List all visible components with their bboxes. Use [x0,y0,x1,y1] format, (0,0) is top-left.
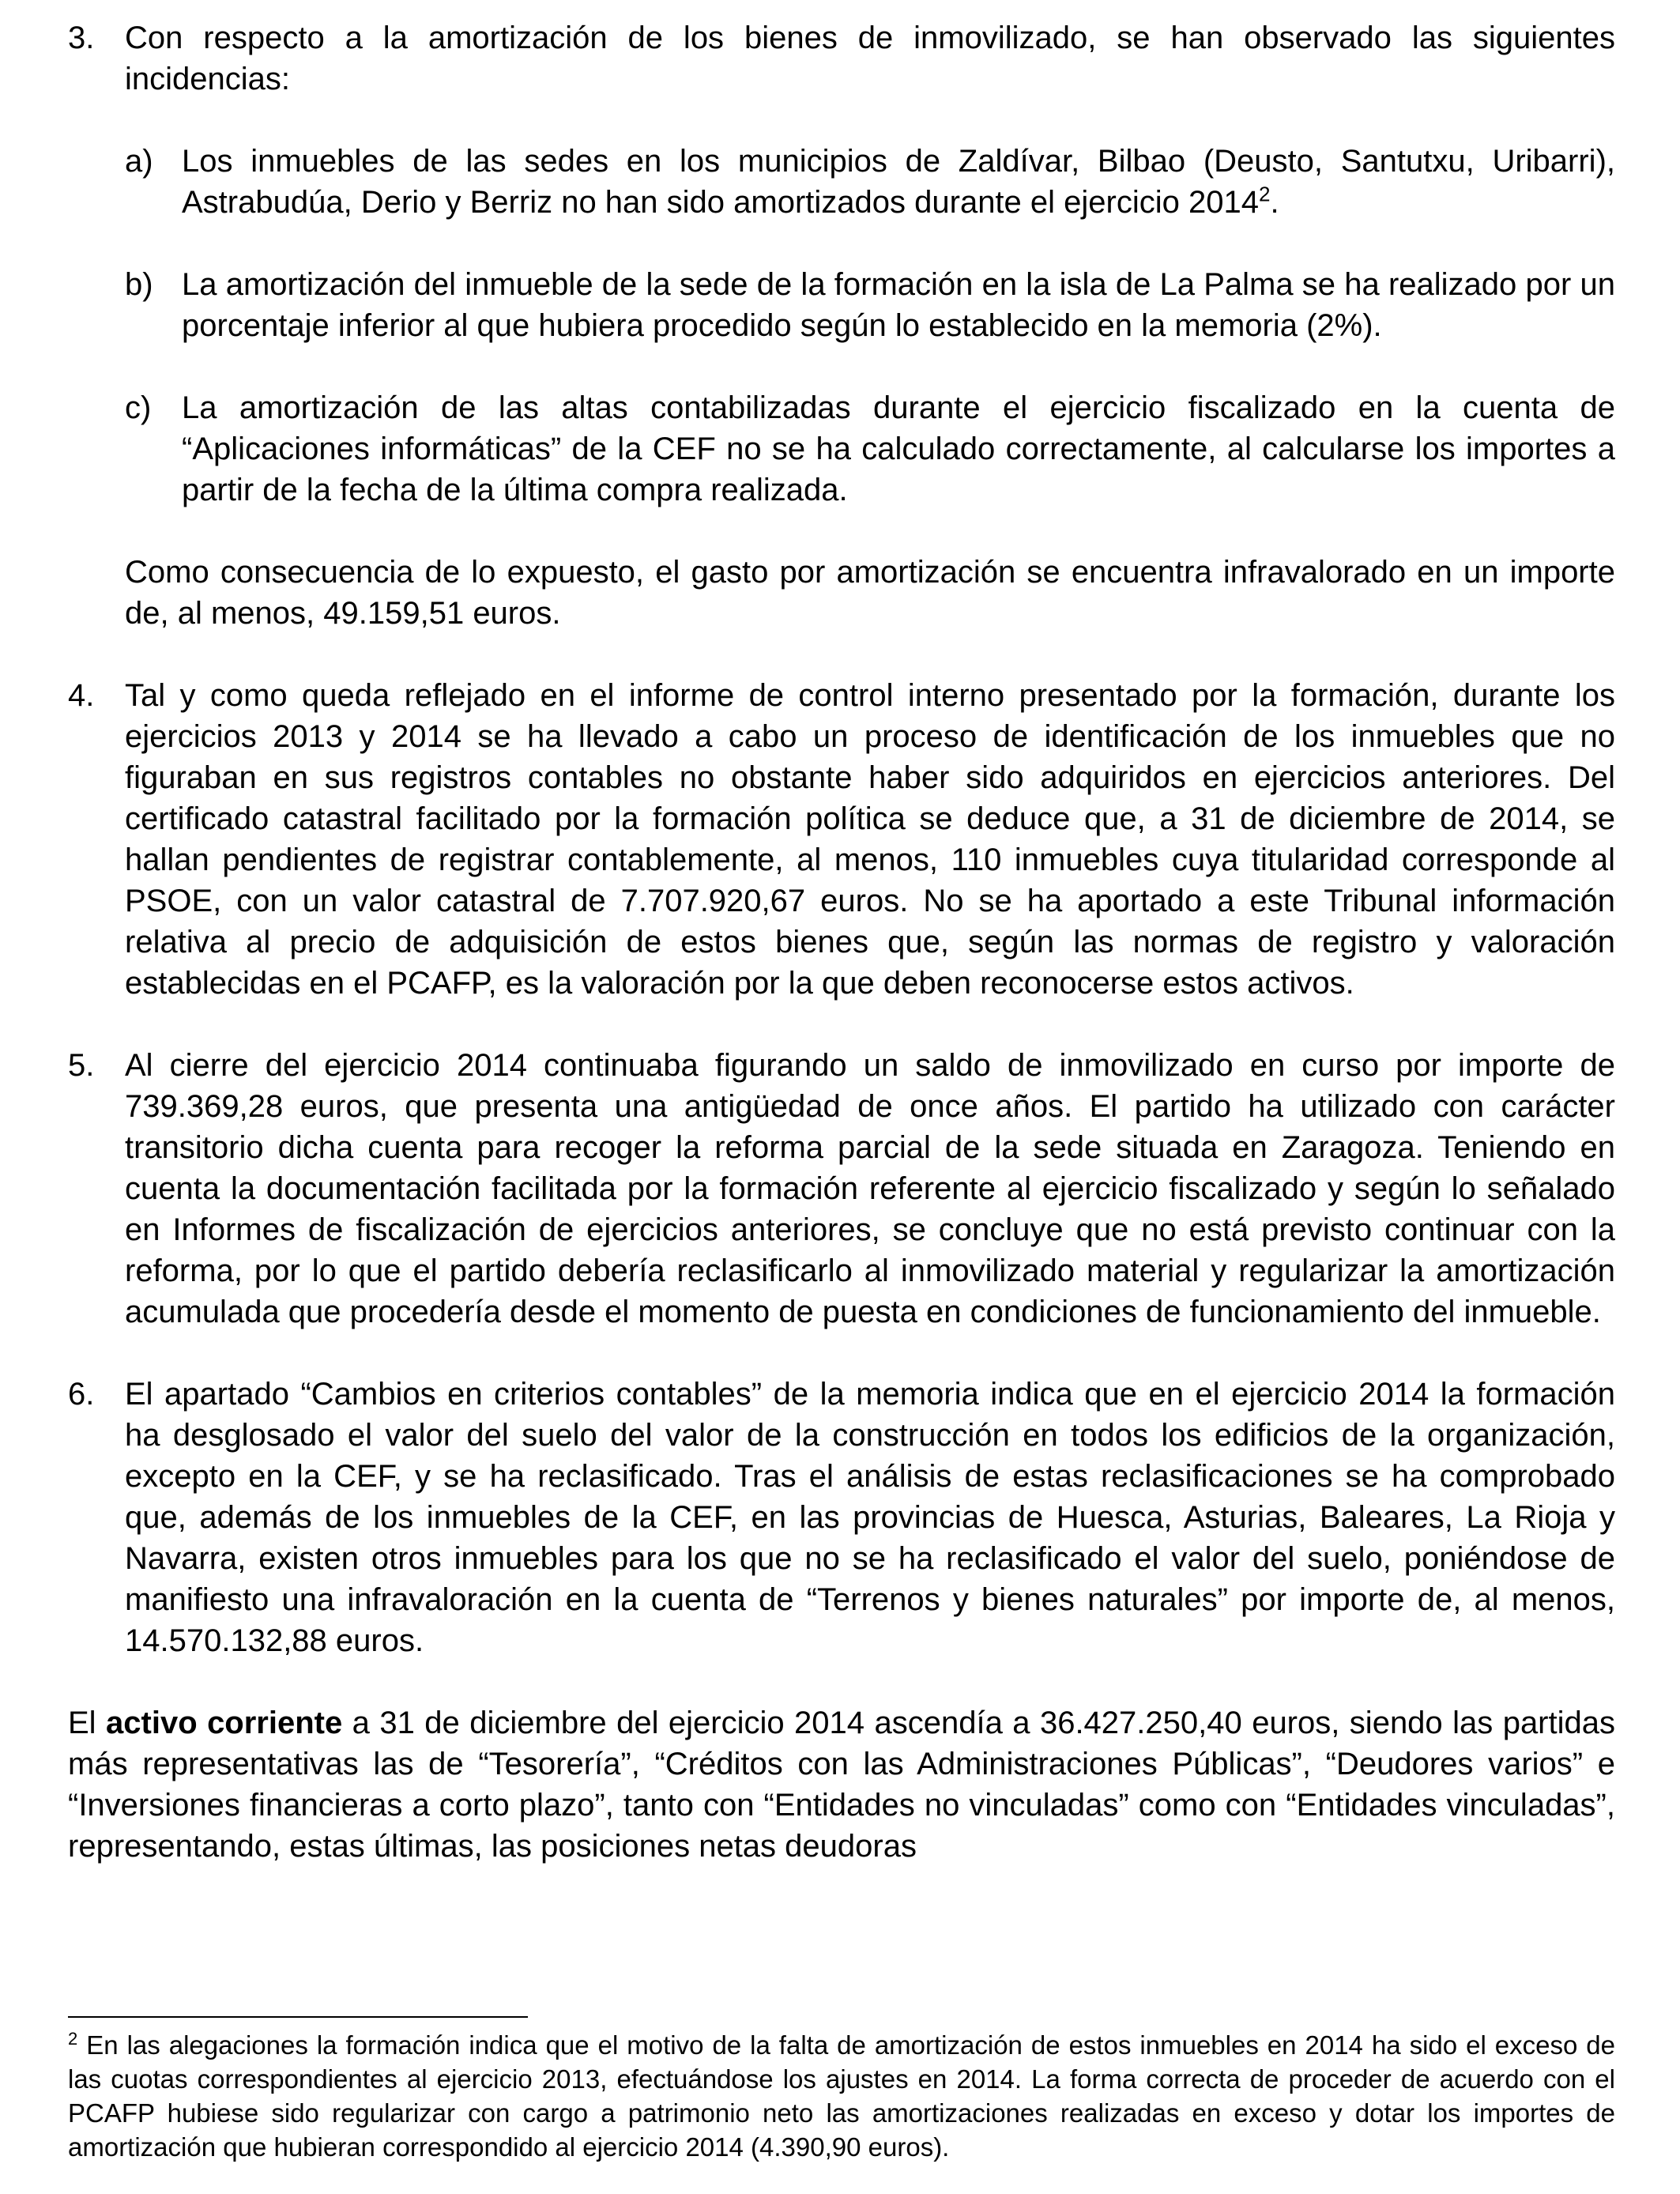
sub-item-label: c) [125,390,152,425]
closing-bold-term: activo corriente [106,1706,343,1740]
item-number: 3. [68,21,95,55]
closing-text-rest: a 31 de diciembre del ejercicio 2014 ascendía a 36.427.250,40 euros, siendo las partidas más representativas las de “Tesorería”, “Créditos con las Administraciones Públicas”, “Deudores varios” e “Inversiones financieras a corto plazo”, tanto con “Entidades no vinculadas” como con “Entidades vinculadas”, representando, estas últimas, las posiciones netas deudoras [68,1706,1615,1864]
list-item-4 [68,675,1615,1004]
item-3-conclusion: Como consecuencia de lo expuesto, el gasto por amortización se encuentra infravalorado en un importe de, al menos, 49.159,51 euros. [125,555,1615,631]
item-number: 4. [68,678,95,713]
sub-item-text: Los inmuebles de las sedes en los municipios de Zaldívar, Bilbao (Deusto, Santutxu, Uribarri), Astrabudúa, Derio y Berriz no han sido amortizados durante el ejercicio 2014 [182,144,1615,220]
document-body [68,17,1615,1867]
sub-item-text-end: . [1270,185,1279,220]
sub-item-c [68,387,1615,511]
footnote-separator [68,2016,528,2018]
sub-item-label: a) [125,144,153,179]
closing-paragraph [68,1702,1615,1867]
footnote-ref[interactable]: 2 [1258,182,1271,206]
footnote-text: En las alegaciones la formación indica que el motivo de la falta de amortización de estos inmuebles en 2014 ha sido el exceso de las cuotas correspondientes al ejercicio 2013, efectuándose los ajustes en 2014. La forma correcta de proceder de acuerdo con el PCAFP hubiese sido regularizar con cargo a patrimonio neto las amortizaciones realizadas en exceso y dotar los importes de amortización que hubieran correspondido al ejercicio 2014 (4.390,90 euros). [68,2030,1615,2162]
item-text: Al cierre del ejercicio 2014 continuaba figurando un saldo de inmovilizado en curso por importe de 739.369,28 euros, que presenta una antigüedad de once años. El partido ha utilizado con carácter transitorio dicha cuenta para recoger la reforma parcial de la sede situada en Zaragoza. Teniendo en cuenta la documentación facilitada por la formación referente al ejercicio fiscalizado y según lo señalado en Informes de fiscalización de ejercicios anteriores, se concluye que no está previsto continuar con la reforma, por lo que el partido debería reclasificarlo al inmovilizado material y regularizar la amortización acumulada que procedería desde el momento de puesta en condiciones de funcionamiento del inmueble. [125,1048,1615,1329]
item-text: Con respecto a la amortización de los bienes de inmovilizado, se han observado las siguientes incidencias: [125,21,1615,96]
list-item-6 [68,1374,1615,1661]
footnote [68,2028,1615,2164]
sub-item-b [68,264,1615,346]
list-item-5 [68,1045,1615,1333]
sub-item-label: b) [125,267,153,302]
sub-item-text: La amortización de las altas contabilizadas durante el ejercicio fiscalizado en la cuenta de “Aplicaciones informáticas” de la CEF no se ha calculado correctamente, al calcularse los importes a partir de la fecha de la última compra realizada. [182,390,1615,507]
item-text: Tal y como queda reflejado en el informe de control interno presentado por la formación, durante los ejercicios 2013 y 2014 se ha llevado a cabo un proceso de identificación de los inmuebles que no figuraban en sus registros contables no obstante haber sido adquiridos en ejercicios anteriores. Del certificado catastral facilitado por la formación política se deduce que, a 31 de diciembre de 2014, se hallan pendientes de registrar contablemente, al menos, 110 inmuebles cuya titularidad corresponde al PSOE, con un valor catastral de 7.707.920,67 euros. No se ha aportado a este Tribunal información relativa al precio de adquisición de estos bienes que, según las normas de registro y valoración establecidas en el PCAFP, es la valoración por la que deben reconocerse estos activos. [125,678,1615,1001]
sub-item-a [68,141,1615,223]
item-text: El apartado “Cambios en criterios contables” de la memoria indica que en el ejercicio 2014 la formación ha desglosado el valor del suelo del valor de la construcción en todos los edificios de la organización, excepto en la CEF, y se ha reclasificado. Tras el análisis de estas reclasificaciones se ha comprobado que, además de los inmuebles de la CEF, en las provincias de Huesca, Asturias, Baleares, La Rioja y Navarra, existen otros inmuebles para los que no se ha reclasificado el valor del suelo, poniéndose de manifiesto una infravaloración en la cuenta de “Terrenos y bienes naturales” por importe de, al menos, 14.570.132,88 euros. [125,1377,1615,1658]
item-number: 5. [68,1048,95,1083]
sub-item-text: La amortización del inmueble de la sede de la formación en la isla de La Palma se ha realizado por un porcentaje inferior al que hubiera procedido según lo establecido en la memoria (2%). [182,267,1615,343]
item-number: 6. [68,1377,95,1412]
list-item-3 [68,17,1615,100]
closing-text-start: El [68,1706,107,1740]
footnote-number: 2 [68,2029,78,2049]
